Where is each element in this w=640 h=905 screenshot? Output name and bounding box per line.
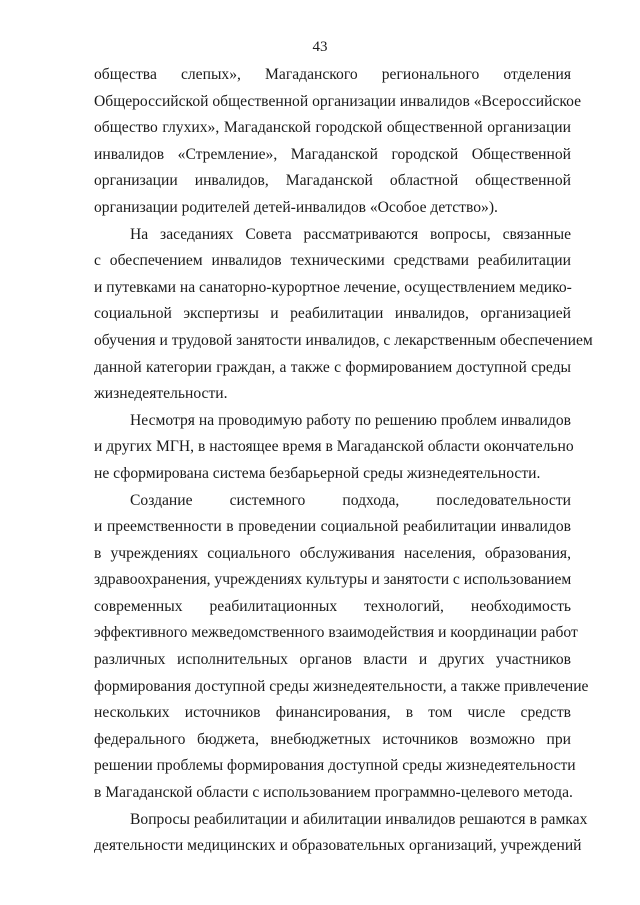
text-line: организации родителей детей-инвалидов «Особое детство»). — [94, 198, 498, 216]
text-line: Общероссийской общественной организации инвалидов «Всероссийское — [94, 92, 582, 110]
text-line: с обеспечением инвалидов техническими средствами реабилитации — [94, 252, 571, 270]
text-line: федерального бюджета, внебюджетных источников возможно при — [94, 730, 571, 748]
text-line: в Магаданской области с использованием программно-целевого метода. — [94, 784, 573, 802]
paragraph — [94, 488, 589, 807]
text-line: обучения и трудовой занятости инвалидов, с лекарственным обеспечением — [94, 331, 593, 349]
document-body — [94, 62, 593, 860]
paragraph — [94, 408, 574, 488]
text-line: формирования доступной среды жизнедеятельности, а также привлечение — [94, 677, 589, 695]
text-line: не сформирована система безбарьерной среды жизнедеятельности. — [94, 464, 541, 482]
paragraph — [94, 62, 582, 222]
text-line: здравоохранения, учреждениях культуры и занятости с использованием — [94, 571, 572, 589]
text-line: организации инвалидов, Магаданской областной общественной — [94, 172, 571, 190]
text-line: деятельности медицинских и образовательных организаций, учреждений — [94, 837, 582, 855]
text-line: и других МГН, в настоящее время в Магаданской области окончательно — [94, 438, 574, 456]
text-line: инвалидов «Стремление», Магаданской городской Общественной — [94, 145, 571, 163]
text-line: и путевками на санаторно-курортное лечение, осуществлением медико- — [94, 278, 572, 296]
text-line: современных реабилитационных технологий, необходимость — [94, 597, 571, 615]
paragraph — [94, 222, 593, 408]
text-line: различных исполнительных органов власти и других участников — [94, 651, 571, 669]
text-line: общество глухих», Магаданской городской общественной организации — [94, 119, 571, 137]
text-line: в учреждениях социального обслуживания населения, образования, — [94, 544, 571, 562]
text-line: Несмотря на проводимую работу по решению проблем инвалидов — [130, 411, 571, 429]
text-line: социальной экспертизы и реабилитации инвалидов, организацией — [94, 305, 571, 323]
text-line: На заседаниях Совета рассматриваются вопросы, связанные — [130, 225, 571, 243]
text-line: жизнедеятельности. — [94, 385, 228, 403]
text-line: эффективного межведомственного взаимодействия и координации работ — [94, 624, 578, 642]
text-line: нескольких источников финансирования, в том числе средств — [94, 704, 571, 722]
text-line: и преемственности в проведении социальной реабилитации инвалидов — [94, 518, 571, 536]
paragraph — [94, 807, 588, 860]
text-line: решении проблемы формирования доступной среды жизнедеятельности — [94, 757, 576, 775]
page-number: 43 — [312, 39, 328, 55]
text-line: данной категории граждан, а также с формированием доступной среды — [94, 358, 571, 376]
text-line: общества слепых», Магаданского регионального отделения — [94, 66, 571, 83]
text-line: Вопросы реабилитации и абилитации инвалидов решаются в рамках — [130, 810, 588, 828]
text-line: Создание системного подхода, последовательности — [130, 491, 571, 509]
